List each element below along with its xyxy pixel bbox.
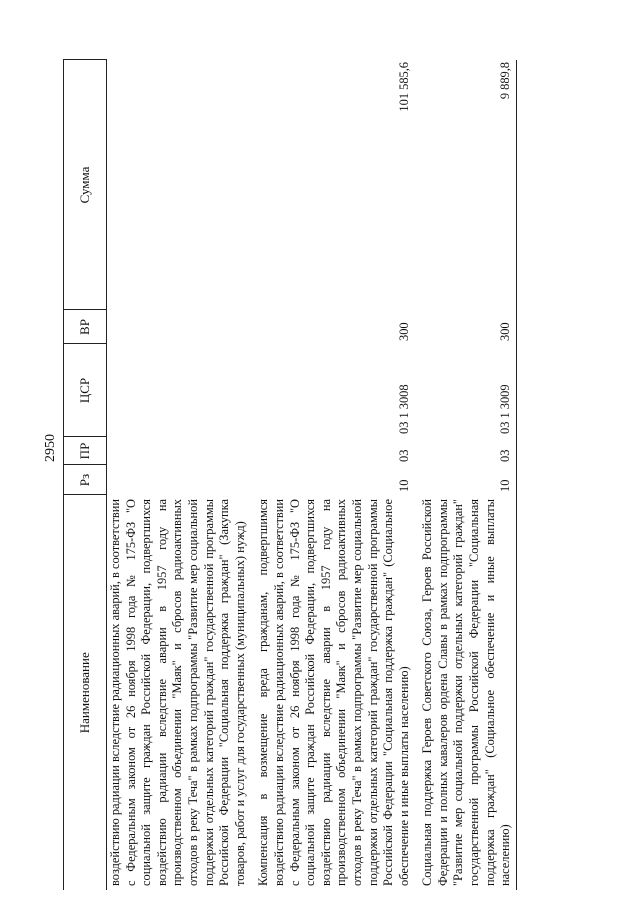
row-rz xyxy=(107,465,251,495)
row-rz: 10 xyxy=(396,479,411,492)
row-sum xyxy=(107,60,251,310)
row-csr: 03 1 3009 xyxy=(414,344,516,437)
row-pr xyxy=(107,437,251,465)
budget-table xyxy=(63,60,517,891)
header-sum: Сумма xyxy=(64,60,107,310)
row-vr: 300 xyxy=(396,322,411,341)
header-rz: Рз xyxy=(64,465,107,495)
row-vr xyxy=(107,310,251,344)
row-csr: 03 1 3008 xyxy=(396,384,411,434)
page-number: 2950 xyxy=(43,434,58,462)
row-pr: 03 xyxy=(414,437,516,465)
row-name: Компенсация в возмещение вреда гражданам, подвергшимся воздействию радиации вследствие радиационных аварий, в соответствии с Федеральным законом от 26 ноября 1998 года № 175-ФЗ "О социальной защите граждан Российской Федерации, подвергшихся воздействию радиации вследствие аварии в 1957 году на производственном объединении "Маяк" и сбросов радиоактивных отходов в реку Теча" в рамках подпрограммы "Развитие мер социальной поддержки отдельных категорий граждан" государственной программы Российской Федерации "Социальная поддержка граждан" (Социальное обеспечение и иные выплаты населению) xyxy=(256,499,411,886)
row-name: воздействию радиации вследствие радиационных аварий, в соответствии с Федеральным законом от 26 ноября 1998 года № 175-ФЗ "О социальной защите граждан Российской Федерации, подвергшихся воздействию радиации вследствие аварии в 1957 году на производственном объединении "Маяк" и сбросов радиоактивных отходов в реку Теча" в рамках подпрограммы "Развитие мер социальной поддержки отдельных категорий граждан" государственной программы Российской Федерации "Социальная поддержка граждан" (Закупка товаров, работ и услуг для государственных (муниципальных) нужд) xyxy=(108,499,247,886)
row-pr: 03 xyxy=(396,449,411,462)
row-csr xyxy=(107,344,251,437)
row-name: Социальная поддержка Героев Советского Союза, Героев Российской Федерации и полных кавалеров ордена Славы в рамках подпрограммы "Развитие мер социальной поддержки отдельных категорий граждан" государственной программы Российской Федерации "Социальная поддержка граждан" (Социальное обеспечение и иные выплаты населению) xyxy=(414,495,516,890)
row-vr: 300 xyxy=(414,310,516,344)
table-row xyxy=(414,60,516,890)
table-header xyxy=(64,60,107,890)
table-row xyxy=(107,60,251,890)
row-sum: 9 889,8 xyxy=(414,60,516,310)
table-body xyxy=(107,60,517,890)
header-name: Наименование xyxy=(64,495,107,890)
header-pr: ПР xyxy=(64,437,107,465)
table-row xyxy=(250,60,414,890)
row-sum: 101 585,6 xyxy=(396,62,411,112)
header-csr: ЦСР xyxy=(64,344,107,437)
rotated-page-content xyxy=(63,60,603,890)
row-rz: 10 xyxy=(414,465,516,495)
header-vr: ВР xyxy=(64,310,107,344)
